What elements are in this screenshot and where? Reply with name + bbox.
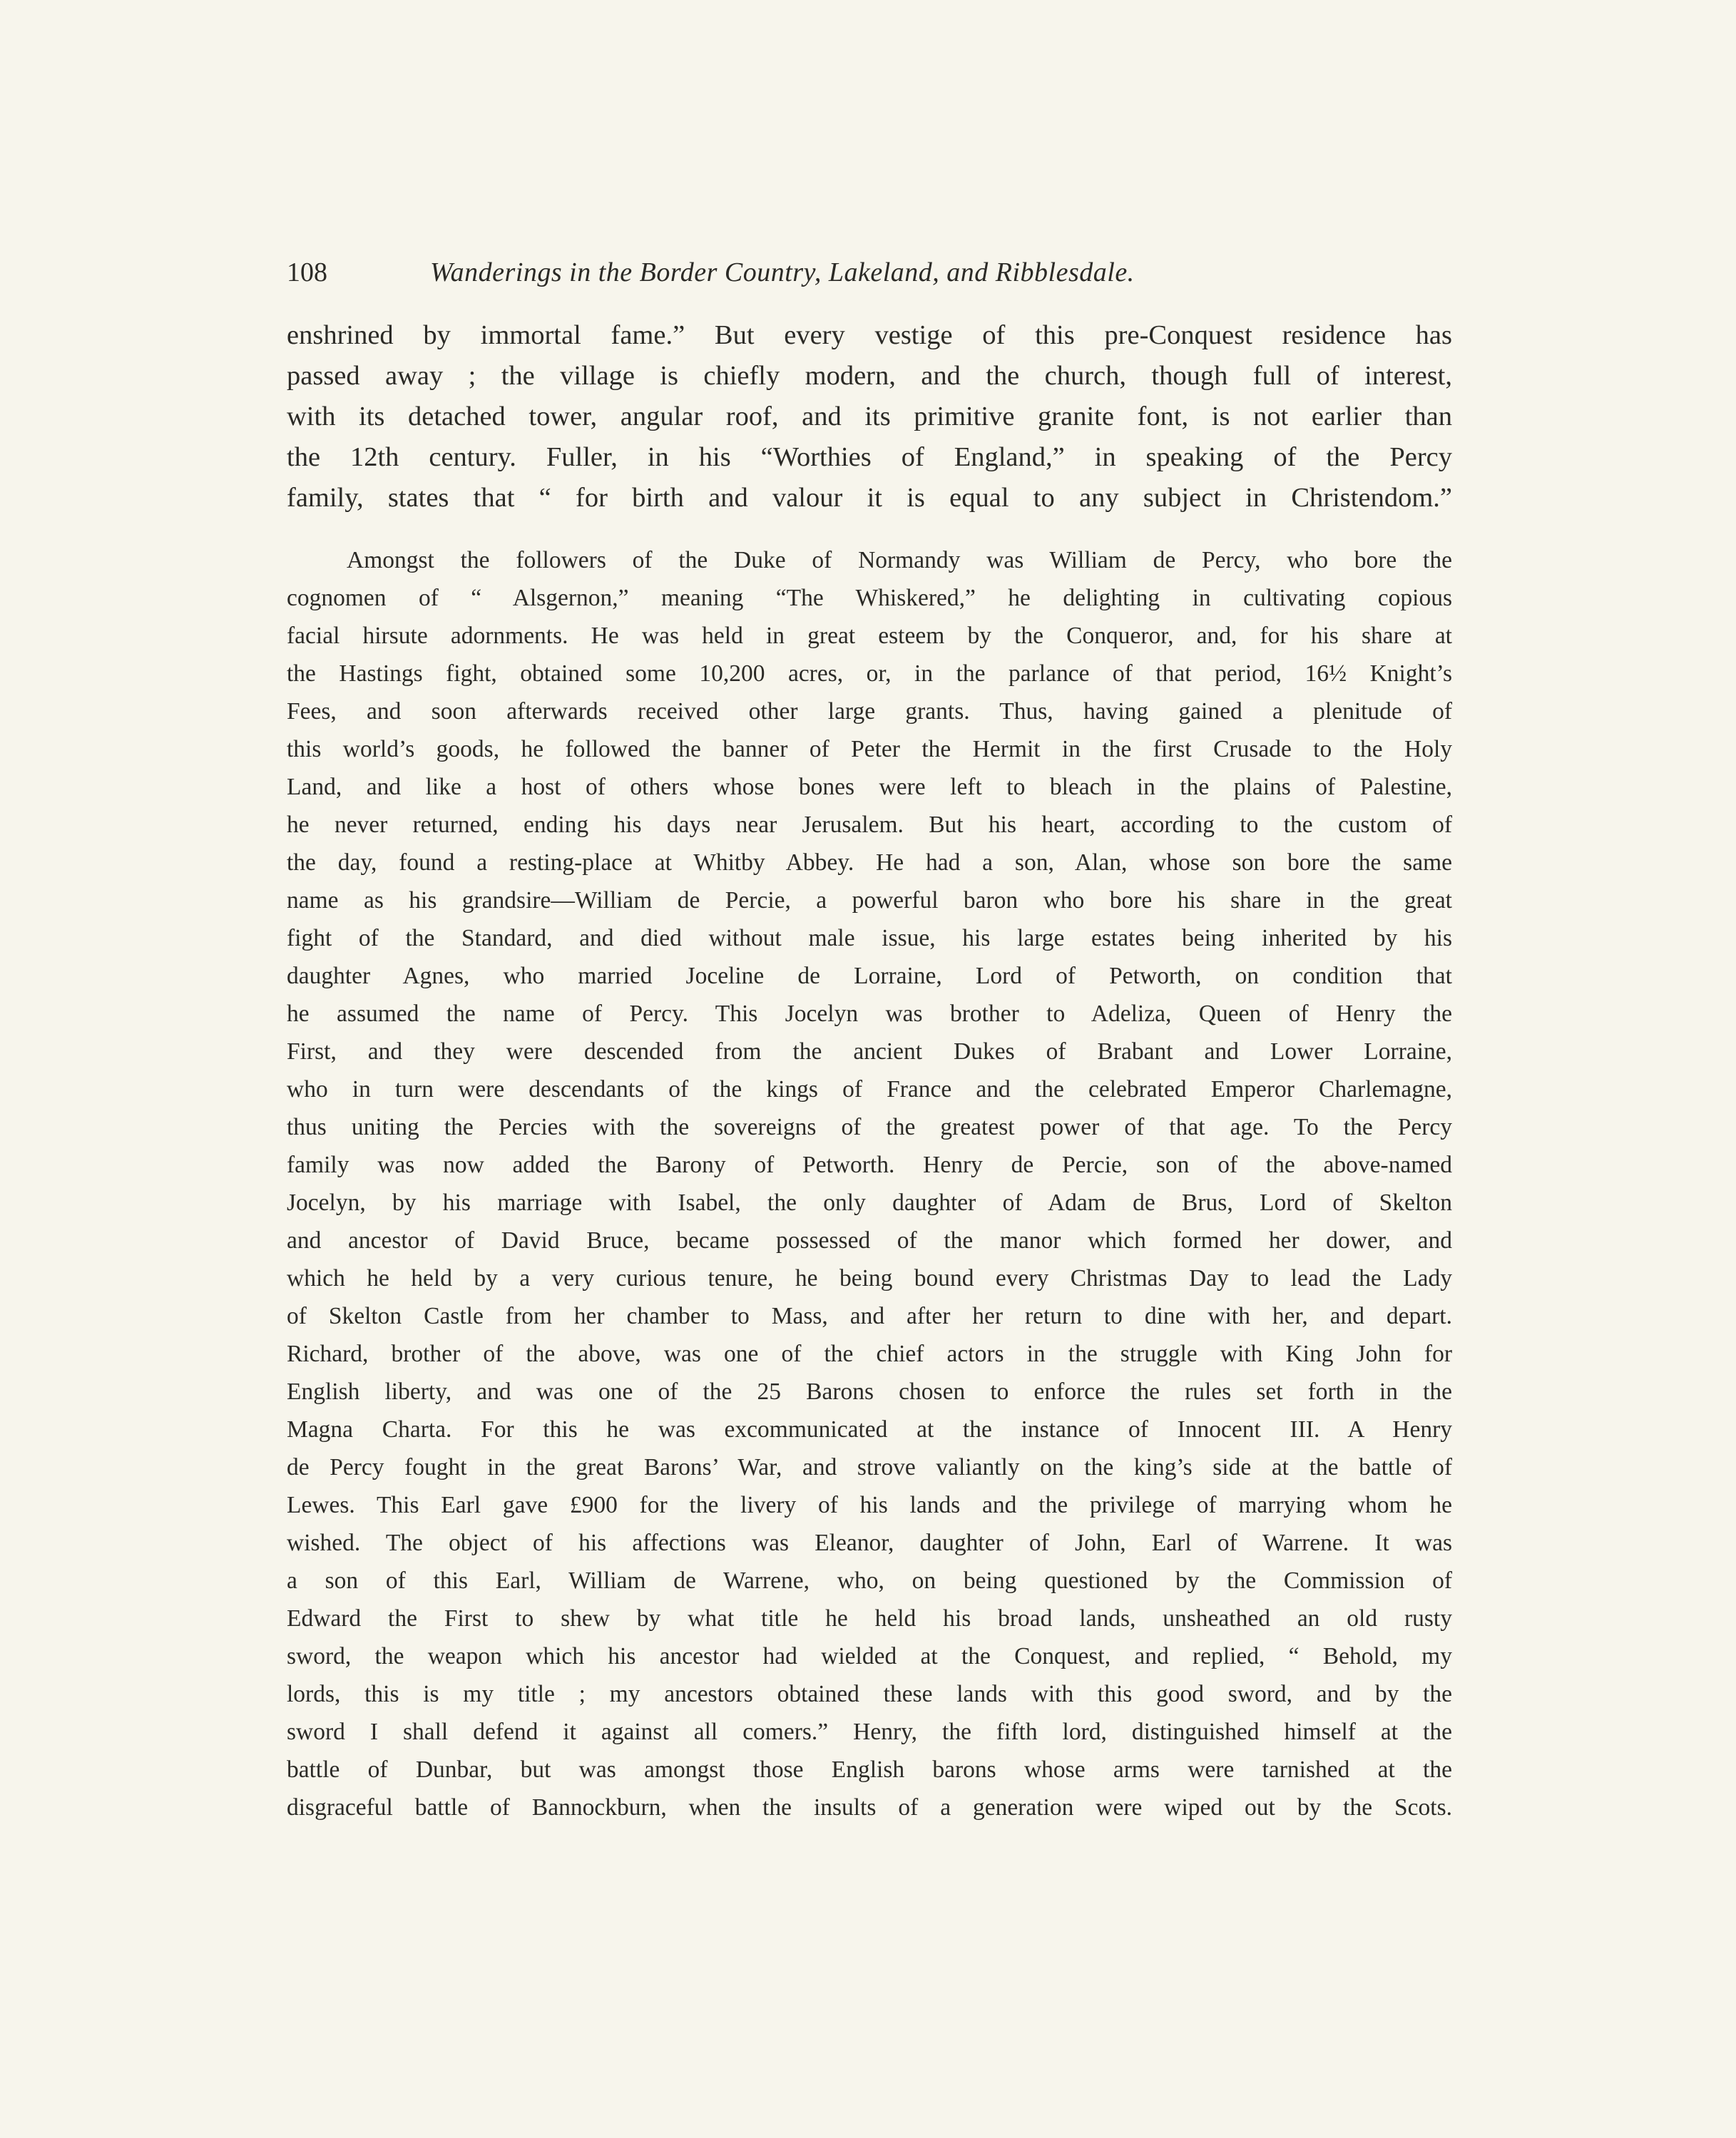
text-line: daughter Agnes, who married Joceline de Lorraine, Lord of Petworth, on condition that bbox=[287, 963, 1452, 989]
page-number: 108 bbox=[287, 257, 327, 287]
text-line: enshrined by immortal fame.” But every vestige of this pre-Conquest residence has bbox=[287, 320, 1452, 350]
text-line: battle of Dunbar, but was amongst those English barons whose arms were tarnished at the bbox=[287, 1756, 1452, 1783]
running-head bbox=[287, 251, 1456, 294]
text-line: Lewes. This Earl gave £900 for the livery of his lands and the privilege of marrying whom he bbox=[287, 1492, 1452, 1518]
text-line: he assumed the name of Percy. This Jocelyn was brother to Adeliza, Queen of Henry the bbox=[287, 1001, 1452, 1027]
text-line: Land, and like a host of others whose bones were left to bleach in the plains of Palestine, bbox=[287, 774, 1452, 800]
text-line: sword I shall defend it against all comers.” Henry, the fifth lord, distinguished himself at the bbox=[287, 1719, 1452, 1745]
text-line: the 12th century. Fuller, in his “Worthies of England,” in speaking of the Percy bbox=[287, 442, 1452, 472]
text-line: English liberty, and was one of the 25 Barons chosen to enforce the rules set forth in the bbox=[287, 1379, 1452, 1405]
text-line: facial hirsute adornments. He was held in great esteem by the Conqueror, and, for his share at bbox=[287, 623, 1452, 649]
paragraph-percy-lineage bbox=[287, 541, 1452, 1826]
text-line: a son of this Earl, William de Warrene, who, on being questioned by the Commission of bbox=[287, 1567, 1452, 1594]
text-line: he never returned, ending his days near Jerusalem. But his heart, according to the custom of bbox=[287, 812, 1452, 838]
text-line: which he held by a very curious tenure, he being bound every Christmas Day to lead the Lady bbox=[287, 1265, 1452, 1292]
text-line: with its detached tower, angular roof, and its primitive granite font, is not earlier than bbox=[287, 401, 1452, 431]
text-line: Magna Charta. For this he was excommunicated at the instance of Innocent III. A Henry bbox=[287, 1416, 1452, 1443]
text-line: thus uniting the Percies with the sovereigns of the greatest power of that age. To the Percy bbox=[287, 1114, 1452, 1140]
text-line: of Skelton Castle from her chamber to Mass, and after her return to dine with her, and depart. bbox=[287, 1303, 1452, 1329]
text-line: the Hastings fight, obtained some 10,200 acres, or, in the parlance of that period, 16½ Knight’s bbox=[287, 660, 1452, 687]
text-line: passed away ; the village is chiefly modern, and the church, though full of interest, bbox=[287, 361, 1452, 391]
paragraph-continuation bbox=[287, 315, 1452, 518]
text-line: disgraceful battle of Bannockburn, when the insults of a generation were wiped out by the Scots. bbox=[287, 1794, 1452, 1821]
text-line: fight of the Standard, and died without male issue, his large estates being inherited by his bbox=[287, 925, 1452, 951]
running-title: Wanderings in the Border Country, Lakeland, and Ribblesdale. bbox=[430, 257, 1135, 287]
text-line: Edward the First to shew by what title he held his broad lands, unsheathed an old rusty bbox=[287, 1605, 1452, 1632]
text-line: sword, the weapon which his ancestor had wielded at the Conquest, and replied, “ Behold, my bbox=[287, 1643, 1452, 1669]
text-line: who in turn were descendants of the kings of France and the celebrated Emperor Charlemagne, bbox=[287, 1076, 1452, 1103]
text-line-content: Amongst the followers of the Duke of Normandy was William de Percy, who bore the bbox=[347, 547, 1452, 573]
text-line: Jocelyn, by his marriage with Isabel, the only daughter of Adam de Brus, Lord of Skelton bbox=[287, 1190, 1452, 1216]
text-line: Fees, and soon afterwards received other large grants. Thus, having gained a plenitude of bbox=[287, 698, 1452, 725]
text-line-first bbox=[287, 541, 1452, 579]
text-line: wished. The object of his affections was Eleanor, daughter of John, Earl of Warrene. It was bbox=[287, 1530, 1452, 1556]
text-line: family was now added the Barony of Petworth. Henry de Percie, son of the above-named bbox=[287, 1152, 1452, 1178]
text-line: First, and they were descended from the ancient Dukes of Brabant and Lower Lorraine, bbox=[287, 1038, 1452, 1065]
text-line: this world’s goods, he followed the banner of Peter the Hermit in the first Crusade to the Holy bbox=[287, 736, 1452, 762]
text-line: Richard, brother of the above, was one of the chief actors in the struggle with King John for bbox=[287, 1341, 1452, 1367]
text-line: and ancestor of David Bruce, became possessed of the manor which formed her dower, and bbox=[287, 1227, 1452, 1254]
text-line: the day, found a resting-place at Whitby Abbey. He had a son, Alan, whose son bore the same bbox=[287, 849, 1452, 876]
text-line: lords, this is my title ; my ancestors obtained these lands with this good sword, and by the bbox=[287, 1681, 1452, 1707]
text-line: de Percy fought in the great Barons’ War, and strove valiantly on the king’s side at the battle of bbox=[287, 1454, 1452, 1480]
text-line: cognomen of “ Alsgernon,” meaning “The Whiskered,” he delighting in cultivating copious bbox=[287, 585, 1452, 611]
text-line: name as his grandsire—William de Percie, a powerful baron who bore his share in the great bbox=[287, 887, 1452, 914]
text-line: family, states that “ for birth and valour it is equal to any subject in Christendom.” bbox=[287, 483, 1452, 513]
